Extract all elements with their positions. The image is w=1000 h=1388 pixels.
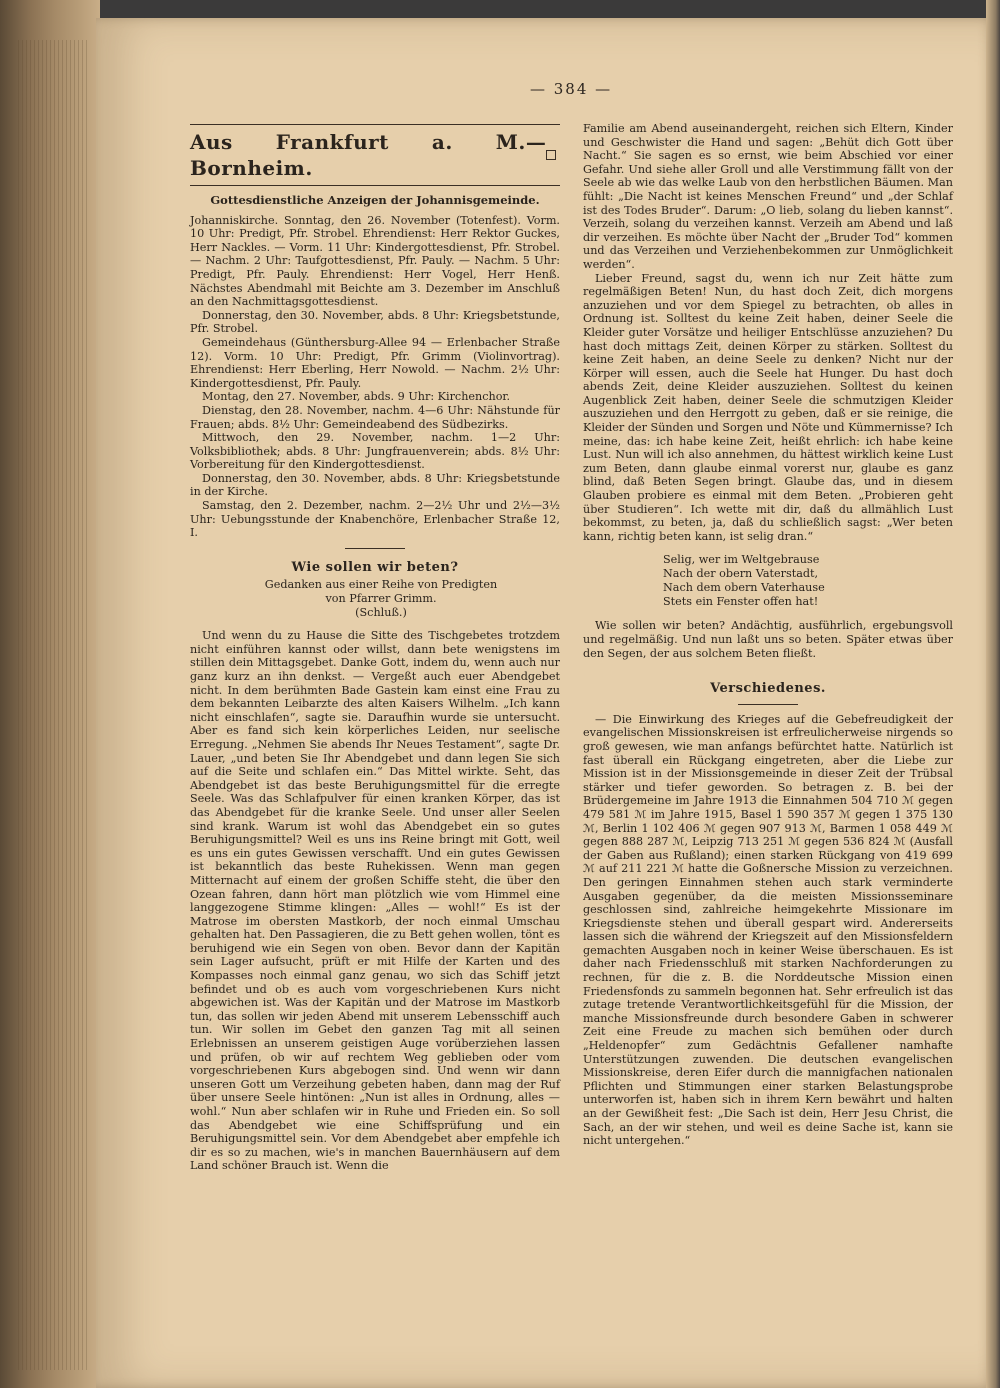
left-column — [190, 122, 560, 1173]
article-body: Und wenn du zu Hause die Sitte des Tischgebetes trotzdem nicht einführen kannst oder willst, dann bete wenigstens im stillen dein Mittagsgebet. Danke Gott, indem du, wenn auch nur ganz kurz an ihn denkst. — Vergeßt auch euer Abendgebet nicht. In dem berühmten Bade Gastein kam einst eine Frau zu dem bekannten Leibarzte des alten Kaisers Wilhelm. „Ich kann nicht einschlafen“, sagte sie. Daraufhin wurde sie untersucht. Aber es fand sich kein körperliches Leiden, nur seelische Erregung. „Nehmen Sie abends Ihr Neues Testament“, sagte Dr. Lauer, „und beten Sie Ihr Abendgebet und dann legen Sie sich auf die Seite und schlafen ein.“ Das Mittel wirkte. Seht, das Abendgebet ist das beste Beruhigungsmittel für die erregte Seele. Was das Schlafpulver für einen kranken Körper, das ist das Abendgebet für die kranke Seele. Und unser aller Seelen sind krank. Warum ist wohl das Abendgebet ein so gutes Beruhigungsmittel? Weil es uns ins Reine bringt mit Gott, weil es uns ein gutes Gewissen verschafft. Und ein gutes Gewissen ist bekanntlich das beste Ruhekissen. Wenn man gegen Mitternacht auf einem der großen Schiffe steht, die über den Ozean fahren, dann hört man plötzlich wie vom Himmel eine langgezogene Stimme klingen: „Alles — wohl!“ Es ist der Matrose im obersten Mastkorb, der noch einmal Umschau gehalten hat. Den Passagieren, die zu Bett gehen wollen, tönt es beruhigend wie ein Segen von oben. Bevor dann der Kapitän sein Lager aufsucht, prüft er mit Hilfe der Karten und des Kompasses noch einmal ganz genau, wo sich das Schiff jetzt befindet und ob es auch vom vorgeschriebenen Kurs nicht abgewichen ist. Was der Kapitän und der Matrose im Mastkorb tun, das sollen wir jeden Abend mit unserem Lebensschiff auch tun. Wir sollen im Gebet den ganzen Tag mit all seinen Erlebnissen an unserem geistigen Auge vorüberziehen lassen und prüfen, ob wir auf rechtem Weg geblieben oder vom vorgeschriebenen Kurs abgebogen sind. Und wenn wir dann unseren Gott um Verzeihung gebeten haben, dann mag der Ruf über unsere Seele hintönen: „Nun ist alles in Ordnung, alles — wohl.“ Nun aber schlafen wir in Ruhe und Frieden ein. So soll das Abendgebet wie eine Schiffsprüfung und ein Beruhigungsmittel sein. Vor dem Abendgebet aber empfehle ich dir es so zu machen, wie's in manchen Bauernhäusern auf dem Land schöner Brauch ist. Wenn die — [190, 629, 560, 1173]
notices-heading: Gottesdienstliche Anzeigen der Johannisgemeinde. — [210, 193, 540, 207]
notice-item: Johanniskirche. Sonntag, den 26. November (Totenfest). Vorm. 10 Uhr: Predigt, Pfr. Strobel. Ehrendienst: Herr Rektor Guckes, Herr Nackles. — Vorm. 11 Uhr: Kindergottesdienst, Pfr. Strobel. — Nachm. 2 Uhr: Taufgottesdienst, Pfr. Pauly. — Nachm. 5 Uhr: Predigt, Pfr. Pauly. Ehrendienst: Herr Vogel, Herr Henß. Nächstes Abendmahl mit Beichte am 3. Dezember im Anschluß an den Nachmittagsgottesdienst. — [190, 213, 560, 309]
article-author: von Pfarrer Grimm. — [325, 592, 437, 606]
article-part: (Schluß.) — [355, 605, 407, 619]
notice-item: Donnerstag, den 30. November, abds. 8 Uhr: Kriegsbetstunde, Pfr. Strobel. — [190, 308, 560, 336]
poem-block — [663, 553, 953, 609]
poem-line: Nach der obern Vaterstadt, — [663, 567, 819, 581]
title-rule — [190, 185, 560, 186]
poem-line: Nach dem obern Vaterhause — [663, 581, 825, 595]
page-stack-edges — [18, 40, 88, 1370]
misc-body: — Die Einwirkung des Krieges auf die Gebefreudigkeit der evangelischen Missionskreisen ist erfreulicherweise nirgends so groß gewesen, wie man anfangs befürchtet hatte. Natürlich ist fast überall ein Rückgang eingetreten, aber die Liebe zur Mission ist in der Missionsgemeinde in dieser Zeit der Trübsal stärker und tiefer geworden. So betragen z. B. bei der Brüdergemeine im Jahre 1913 die Einnahmen 504 710 ℳ gegen 479 581 ℳ im Jahre 1915, Basel 1 590 357 ℳ gegen 1 375 130 ℳ, Berlin 1 102 406 ℳ gegen 907 913 ℳ, Barmen 1 058 449 ℳ gegen 888 287 ℳ, Leipzig 713 251 ℳ gegen 536 824 ℳ (Ausfall der Gaben aus Rußland); einen starken Rückgang von 419 699 ℳ auf 211 221 ℳ hatte die Goßnersche Mission zu verzeichnen. Den geringen Einnahmen stehen auch stark verminderte Ausgaben gegenüber, da die meisten Missionsseminare geschlossen sind, zahlreiche heimgekehrte Missionare im Kriegsdienste stehen und überall gespart wird. Andererseits lassen sich die während der Kriegszeit auf den Missionsfeldern gemachten Ausgaben noch in keiner Weise überschauen. Es ist daher nach Friedensschluß mit starken Nachforderungen zu rechnen, für die z. B. die Norddeutsche Mission einen Friedensfonds zu sammeln begonnen hat. Sehr erfreulich ist das zutage tretende Verantwortlichkeitsgefühl für die Mission, der manche Missionsfreunde durch besondere Gaben in schwerer Zeit eine Freude zu machen sich bemühen oder durch „Heldenopfer“ zum Gedächtnis Gefallener namhafte Unterstützungen zuwenden. Die deutschen evangelischen Missionskreise, deren Eifer durch die mannigfachen nationalen Pflichten und Stimmungen einer starken Belastungsprobe unterworfen ist, haben sich in ihrem Kern bewährt und halten an der Gewißheit fest: „Die Sach ist dein, Herr Jesu Christ, die Sach, an der wir stehen, und weil es deine Sache ist, kann sie nicht untergehen.“ — [583, 712, 953, 1148]
misc-title: Verschiedenes. — [710, 681, 826, 697]
poem-line: Selig, wer im Weltgebrause — [663, 553, 820, 567]
section-header — [190, 127, 560, 183]
notice-item: Donnerstag, den 30. November, abds. 8 Uhr: Kriegsbetstunde in der Kirche. — [190, 471, 560, 499]
book-binding — [0, 0, 100, 1388]
section-title: Aus Frankfurt a. M.—Bornheim. — [190, 130, 547, 180]
poem-line: Stets ein Fenster offen hat! — [663, 595, 819, 609]
notice-item: Mittwoch, den 29. November, nachm. 1—2 Uhr: Volksbibliothek; abds. 8 Uhr: Jungfrauenverein; abds. 8½ Uhr: Vorbereitung für den Kindergottesdienst. — [190, 431, 560, 472]
divider — [738, 704, 798, 705]
page-number: — 384 — — [530, 80, 613, 98]
notice-item: Samstag, den 2. Dezember, nachm. 2—2½ Uhr und 2½—3½ Uhr: Uebungsstunde der Knabenchöre, Erlenbacher Straße 12, I. — [190, 499, 560, 540]
top-rule — [190, 124, 560, 125]
article-subtitle: Gedanken aus einer Reihe von Predigten — [264, 578, 498, 592]
notice-item: Montag, den 27. November, abds. 9 Uhr: Kirchenchor. — [202, 390, 511, 404]
divider — [345, 548, 405, 549]
notice-item: Dienstag, den 28. November, nachm. 4—6 Uhr: Nähstunde für Frauen; abds. 8½ Uhr: Gemeindeabend des Südbezirks. — [190, 403, 560, 431]
article-continuation: Familie am Abend auseinandergeht, reichen sich Eltern, Kinder und Geschwister die Hand und sagen: „Behüt dich Gott über Nacht.“ Sie sagen es so ernst, wie beim Abschied vor einer Gefahr. Und siehe aller Groll und alle Verstimmung fällt von der Seele ab wie das welke Laub von den herbstlichen Bäumen. Man fühlt: „Die Nacht ist keines Menschen Freund“ und „der Schlaf ist des Todes Bruder“. Darum: „O lieb, solang du lieben kannst“. Verzeih, solang du verzeihen kannst. Verzeih am Abend und laß dir verzeihen. Es möchte über Nacht der „Bruder Tod“ kommen und das Verzeihen und Verziehenbekommen zur Unmöglichkeit werden“. — [583, 122, 953, 271]
notice-item: Gemeindehaus (Günthersburg-Allee 94 — Erlenbacher Straße 12). Vorm. 10 Uhr: Predigt, Pfr. Grimm (Violinvortrag). Ehrendienst: Herr Eberling, Herr Nowold. — Nachm. 2½ Uhr: Kindergottesdienst, Pfr. Pauly. — [190, 335, 560, 390]
article-title: Wie sollen wir beten? — [291, 559, 459, 575]
article-paragraph: Wie sollen wir beten? Andächtig, ausführlich, ergebungsvoll und regelmäßig. Und nun laßt uns so beten. Später etwas über den Segen, der aus solchem Beten fließt. — [583, 619, 953, 660]
right-column — [583, 122, 953, 1148]
article-paragraph: Lieber Freund, sagst du, wenn ich nur Zeit hätte zum regelmäßigen Beten! Nun, du hast doch Zeit, dich morgens anzuziehen und vor dem Spiegel zu betrachten, ob alles in Ordnung ist. Solltest du keine Zeit haben, deiner Seele die Kleider guter Vorsätze und heiliger Entschlüsse anzuziehen? Du hast doch mittags Zeit, deinen Körper zu stärken. Solltest du keine Zeit haben, an deine Seele zu denken? Nicht nur der Körper will essen, auch die Seele hat Hunger. Du hast doch abends Zeit, deine Kleider auszuziehen. Solltest du keinen Augenblick Zeit haben, deiner Seele die schmutzigen Kleider auszuziehen und den Herrgott zu geben, daß er sie reinige, die Kleider der Sünden und Sorgen und Nöte und Kümmernisse? Ich meine, das: ich habe keine Zeit, heißt ehrlich: ich habe keine Lust. Nun will ich also annehmen, du hättest wirklich keine Lust zum Beten, dann glaube einmal vorerst nur, glaube es ganz blind, daß Beten Segen bringt. Glaube das, und in diesem Glauben probiere es einmal mit dem Beten. „Probieren geht über Studieren“. Ich wette mit dir, daß du allmählich Lust bekommst, zu beten, ja, daß du schließlich sagst: „Wer beten kann, richtig beten kann, ist selig dran.“ — [583, 271, 953, 543]
page-right-edge — [986, 0, 1000, 1388]
box-ornament-icon — [546, 150, 556, 160]
